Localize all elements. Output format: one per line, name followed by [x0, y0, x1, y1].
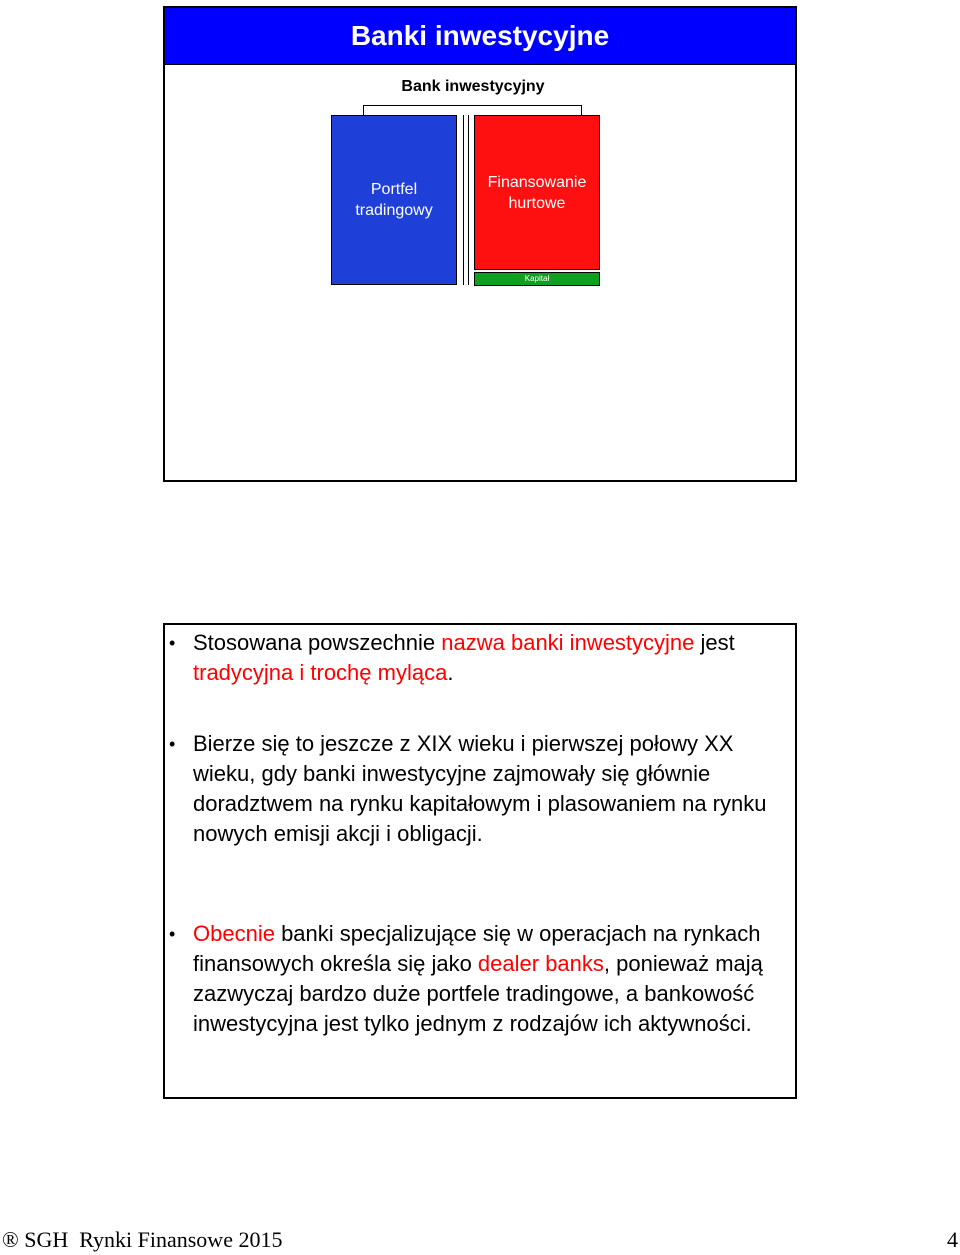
divider-line-1: [463, 115, 464, 285]
connector-right: [581, 105, 582, 115]
bullet-dot: •: [169, 633, 176, 653]
bullet-item-1: • Stosowana powszechnie nazwa banki inwestycyjne jest tradycyjna i trochę myląca.: [169, 630, 735, 685]
bullet-dot: •: [169, 734, 176, 754]
wholesale-financing-label: Finansowanie hurtowe: [487, 173, 587, 212]
bullet-item-3: • Obecnie banki specjalizujące się w operacjach na rynkach finansowych określa się jako dealer banks, ponieważ mają zazwyczaj bardzo duże portfele tradingowe, a bankowość inwestycyjna jest tylko jednym z rodzajów ich aktywności.: [169, 921, 763, 1036]
connector-left: [363, 105, 364, 115]
slide-title: Banki inwestycyjne: [165, 8, 795, 65]
wholesale-financing-box: [474, 115, 600, 270]
footer-copyright: ® SGH Rynki Finansowe 2015: [2, 1227, 283, 1252]
bullet-item-2: • Bierze się to jeszcze z XIX wieku i pierwszej połowy XX wieku, gdy banki inwestycyjne zajmowały się głównie doradztwem na rynku kapitałowym i plasowaniem na rynku nowych emisji akcji i obligacji.: [169, 731, 767, 846]
bullet-dot: •: [169, 924, 176, 944]
trading-portfolio-box: [331, 115, 457, 285]
parent-label: Bank inwestycyjny: [401, 78, 545, 95]
page-number: 4: [947, 1227, 958, 1252]
divider-line-2: [468, 115, 469, 285]
parent-underline: [363, 105, 581, 106]
slide-1: [163, 6, 797, 482]
capital-box: Kapitał: [474, 272, 600, 286]
slide-2: [163, 623, 797, 1099]
page-footer: [0, 1227, 960, 1255]
trading-portfolio-label: Portfel tradingowy: [355, 181, 433, 219]
